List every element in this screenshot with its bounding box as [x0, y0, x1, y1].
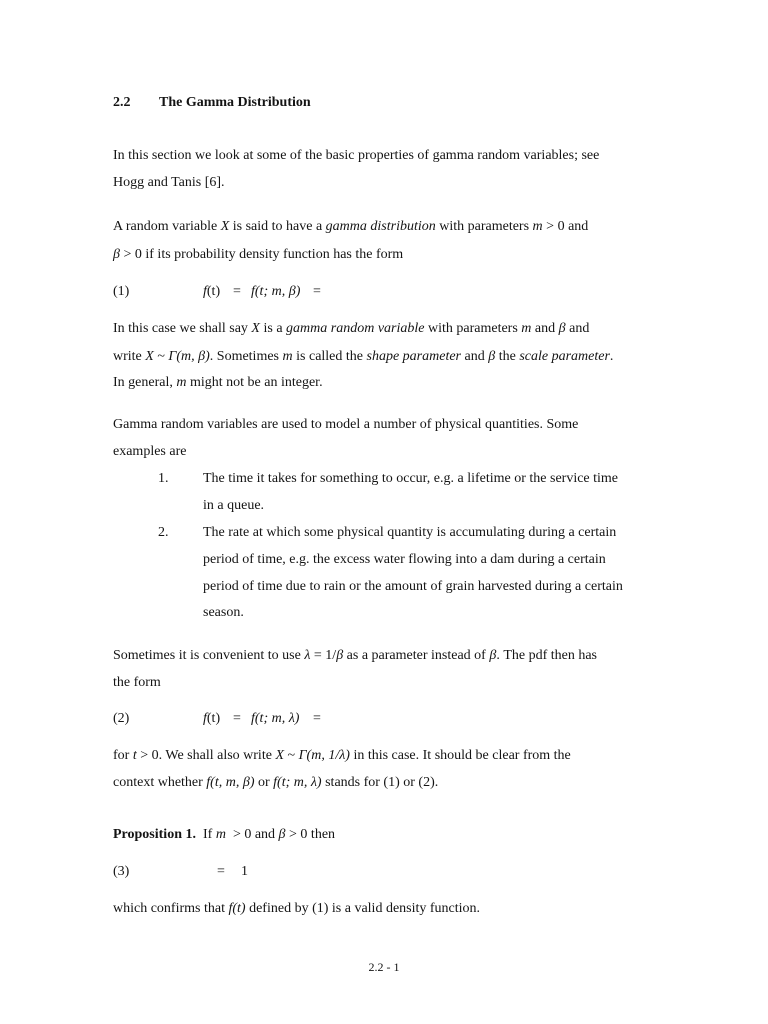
equation-2-label: (2): [113, 711, 130, 726]
equation-3-label: (3): [113, 864, 130, 879]
paragraph-examples-line-2: examples are: [113, 444, 187, 459]
equation-2-lhs: f(t): [203, 711, 221, 726]
paragraph-notation-line-2: write X ~ Γ(m, β). Sometimes m is called the shape parameter and β the scale parameter.: [113, 349, 614, 364]
paragraph-notation2-line-1: for t > 0. We shall also write X ~ Γ(m, 1/λ) in this case. It should be clear from the: [113, 748, 571, 763]
proposition-label: Proposition 1.: [113, 827, 196, 842]
paragraph-examples-line-1: Gamma random variables are used to model a number of physical quantities. Some: [113, 417, 579, 432]
list-item-number: 1.: [158, 471, 169, 486]
paragraph-definition-line-1: A random variable X is said to have a gamma distribution with parameters m > 0 and: [113, 219, 589, 234]
term-scale-parameter: scale parameter: [519, 349, 610, 364]
equation-1-lhs: f(t): [203, 284, 221, 299]
term-gamma-distribution: gamma distribution: [325, 219, 436, 234]
paragraph-conclusion: which confirms that f(t) defined by (1) is a valid density function.: [113, 901, 481, 916]
equation-1-mid: f(t; m, β): [251, 284, 301, 299]
paragraph-lambda-line-2: the form: [113, 675, 161, 690]
list-item-line: The time it takes for something to occur, e.g. a lifetime or the service time: [203, 471, 619, 486]
list-item-line: The rate at which some physical quantity is accumulating during a certain: [203, 525, 617, 540]
list-item-line: season.: [203, 605, 244, 620]
list-item-line: in a queue.: [203, 498, 265, 513]
equation-1-equals: =: [233, 284, 241, 299]
equation-1-label: (1): [113, 284, 130, 299]
paragraph-notation2-line-2: context whether f(t, m, β) or f(t; m, λ) stands for (1) or (2).: [113, 775, 439, 790]
list-item-line: period of time due to rain or the amount of grain harvested during a certain: [203, 579, 623, 594]
section-heading: [113, 94, 311, 112]
equation-2-mid: f(t; m, λ): [251, 711, 300, 726]
section-title: The Gamma Distribution: [159, 95, 311, 110]
list-item-line: period of time, e.g. the excess water flowing into a dam during a certain: [203, 552, 606, 567]
paragraph-notation-line-1: In this case we shall say X is a gamma random variable with parameters m and β and: [113, 321, 590, 336]
paragraph-definition-line-2: β > 0 if its probability density function has the form: [113, 247, 404, 262]
paragraph-notation-line-3: In general, m might not be an integer.: [113, 375, 323, 390]
section-number: 2.2: [113, 95, 131, 110]
equation-1-equals-2: =: [313, 284, 321, 299]
paragraph-intro-line-2: Hogg and Tanis [6].: [113, 175, 225, 190]
proposition-1: Proposition 1. If m > 0 and β > 0 then: [113, 827, 336, 842]
page-number: 2.2 - 1: [368, 960, 400, 974]
paragraph-intro-line-1: In this section we look at some of the basic properties of gamma random variables; see: [113, 148, 600, 163]
equation-2-equals-2: =: [313, 711, 321, 726]
equation-3-rhs: 1: [241, 864, 248, 879]
equation-2-equals: =: [233, 711, 241, 726]
paragraph-lambda-line-1: Sometimes it is convenient to use λ = 1/β as a parameter instead of β. The pdf then has: [113, 648, 598, 663]
term-shape-parameter: shape parameter: [366, 349, 462, 364]
term-gamma-random-variable: gamma random variable: [286, 321, 425, 336]
equation-3-equals: =: [217, 864, 225, 879]
list-item-number: 2.: [158, 525, 169, 540]
